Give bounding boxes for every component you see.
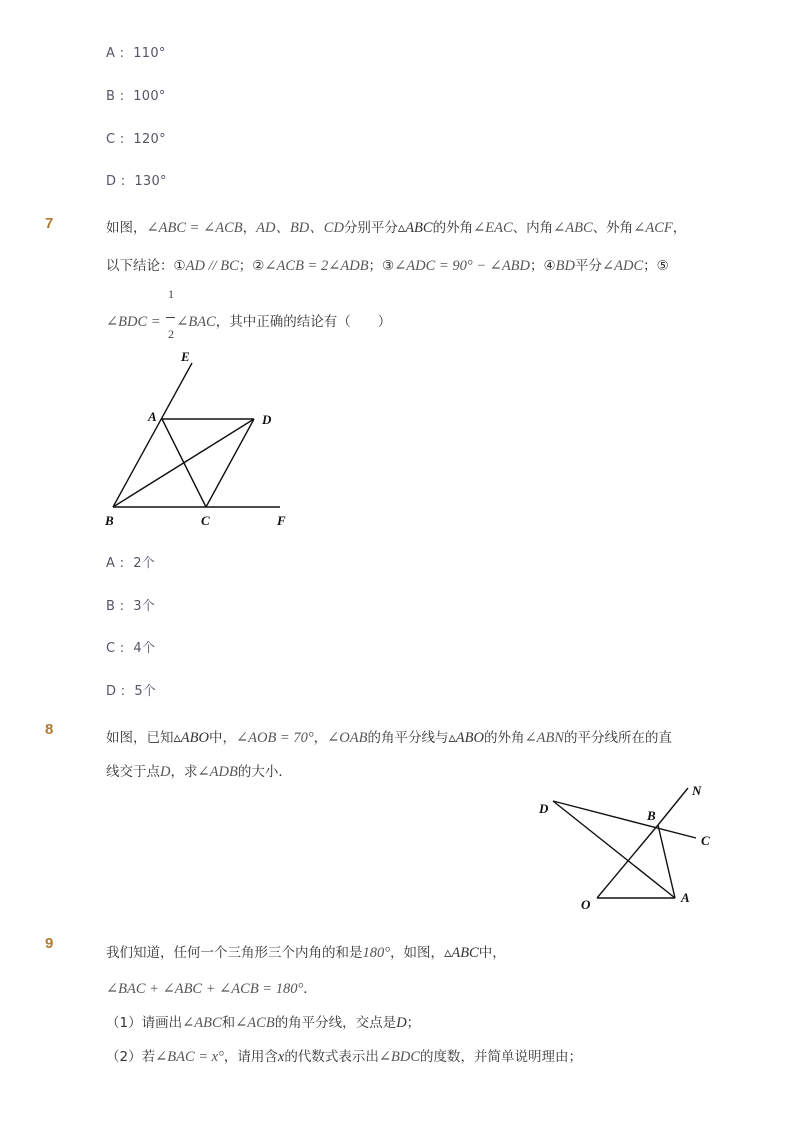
math: ∠BDC bbox=[378, 1049, 420, 1065]
label-a: A bbox=[148, 409, 157, 424]
option-letter: B : bbox=[106, 89, 125, 104]
text: ， bbox=[672, 220, 687, 236]
q7-figure bbox=[100, 345, 300, 535]
q7-line-3 bbox=[106, 310, 391, 331]
math: ∠ABC = ∠ACB bbox=[146, 220, 243, 236]
text: 的外角 bbox=[432, 220, 474, 236]
math: ▵ABO bbox=[173, 730, 209, 746]
option-text: 2个 bbox=[133, 556, 156, 571]
text: （2）若 bbox=[106, 1049, 156, 1065]
label-d: D bbox=[539, 801, 549, 816]
math: ∠ACB = 2∠ADB bbox=[264, 258, 369, 274]
text: ；② bbox=[238, 258, 265, 274]
option-letter: A : bbox=[106, 556, 125, 571]
text: 、外角 bbox=[592, 220, 634, 236]
option-text: 130° bbox=[134, 174, 167, 189]
q9-line-1 bbox=[106, 941, 506, 962]
line-da bbox=[553, 801, 675, 898]
option-letter: D : bbox=[106, 684, 126, 699]
text: ，其中正确的结论有（ ） bbox=[215, 314, 392, 330]
label-n: N bbox=[692, 783, 702, 798]
option-d[interactable] bbox=[106, 680, 156, 699]
math: ▵ABO bbox=[448, 730, 484, 746]
option-a[interactable] bbox=[106, 46, 166, 61]
option-text: 5个 bbox=[134, 684, 157, 699]
option-text: 100° bbox=[133, 89, 166, 104]
q9-line-4 bbox=[106, 1045, 582, 1066]
text: 的度数，并简单说明理由； bbox=[420, 1049, 582, 1065]
option-d[interactable] bbox=[106, 174, 167, 189]
option-text: 110° bbox=[133, 46, 166, 61]
text: （1）请画出 bbox=[106, 1015, 183, 1031]
math: ∠BDC = bbox=[106, 314, 165, 330]
text: 的角平分线，交点是 bbox=[274, 1015, 397, 1031]
text: ， bbox=[313, 730, 328, 746]
text: 的代数式表示出 bbox=[284, 1049, 379, 1065]
text: 、内角 bbox=[512, 220, 554, 236]
math: AD、BD、CD bbox=[256, 220, 344, 236]
label-d: D bbox=[262, 412, 272, 427]
option-b[interactable] bbox=[106, 595, 155, 614]
text: 分别平分 bbox=[343, 220, 398, 236]
text: 以下结论：① bbox=[106, 258, 186, 274]
math: ▵ABC bbox=[397, 220, 433, 236]
math: ∠ADC bbox=[601, 258, 644, 274]
option-a[interactable] bbox=[106, 552, 155, 571]
text: 如图，已知 bbox=[106, 730, 174, 746]
question-number-8: 8 bbox=[45, 721, 54, 738]
math: 180° bbox=[362, 945, 391, 961]
line-be bbox=[113, 363, 192, 507]
q7-line-1 bbox=[106, 216, 686, 237]
math: ∠BAC + ∠ABC + ∠ACB = 180° bbox=[106, 981, 304, 997]
option-b[interactable] bbox=[106, 89, 166, 104]
math: ∠EAC bbox=[473, 220, 513, 236]
label-f: F bbox=[277, 513, 286, 528]
text: 的外角 bbox=[483, 730, 525, 746]
option-letter: A : bbox=[106, 46, 125, 61]
line-dc bbox=[553, 801, 696, 838]
line-bd bbox=[113, 419, 254, 507]
option-letter: C : bbox=[106, 641, 125, 656]
text: ， bbox=[242, 220, 257, 236]
text: ． bbox=[303, 981, 317, 997]
label-b: B bbox=[105, 513, 114, 528]
math: ∠ABC bbox=[182, 1015, 222, 1031]
fraction-numerator: 1 bbox=[168, 287, 174, 301]
math: ∠AOB = 70° bbox=[235, 730, 314, 746]
text: 的大小． bbox=[237, 764, 292, 780]
text: ；③ bbox=[368, 258, 395, 274]
question-number-9: 9 bbox=[45, 935, 54, 952]
math: AD // BC bbox=[185, 258, 239, 274]
option-text: 4个 bbox=[133, 641, 156, 656]
text: ，请用含 bbox=[223, 1049, 278, 1065]
math: ∠ADB bbox=[197, 764, 238, 780]
question-number-7: 7 bbox=[45, 215, 54, 232]
math: ∠ACB bbox=[235, 1015, 275, 1031]
label-c: C bbox=[701, 833, 710, 848]
text: ；④ bbox=[530, 258, 556, 274]
label-e: E bbox=[181, 349, 190, 364]
label-b: B bbox=[647, 808, 656, 823]
text: 的角平分线与 bbox=[367, 730, 449, 746]
math: D bbox=[160, 764, 171, 780]
option-c[interactable] bbox=[106, 637, 155, 656]
q8-line-2 bbox=[106, 760, 292, 781]
math: ∠BAC = x° bbox=[155, 1049, 224, 1065]
math: ∠BAC bbox=[176, 314, 216, 330]
label-c: C bbox=[201, 513, 210, 528]
math: D bbox=[396, 1015, 407, 1031]
q7-line-2 bbox=[106, 254, 669, 275]
fraction-denominator: 2 bbox=[168, 327, 174, 341]
text: 如图， bbox=[106, 220, 147, 236]
label-a: A bbox=[681, 890, 690, 905]
math: ∠ABN bbox=[524, 730, 564, 746]
text: ，如图， bbox=[390, 945, 445, 961]
q8-figure bbox=[530, 780, 730, 915]
math: ▵ABC bbox=[444, 945, 479, 961]
option-letter: C : bbox=[106, 132, 125, 147]
math: x bbox=[277, 1049, 285, 1065]
text: ，求 bbox=[170, 764, 198, 780]
text: 中， bbox=[478, 945, 506, 961]
option-text: 120° bbox=[133, 132, 166, 147]
text: 和 bbox=[221, 1015, 236, 1031]
text: 中， bbox=[208, 730, 236, 746]
math: ∠ADC = 90° − ∠ABD bbox=[394, 258, 531, 274]
text: 的平分线所在的直 bbox=[564, 730, 672, 746]
math: ∠ACF bbox=[633, 220, 673, 236]
line-cd bbox=[206, 419, 254, 507]
option-letter: B : bbox=[106, 599, 125, 614]
math: BD bbox=[555, 258, 575, 274]
text: 平分 bbox=[574, 258, 602, 274]
q8-line-1 bbox=[106, 726, 672, 747]
q9-line-2 bbox=[106, 977, 317, 998]
option-letter: D : bbox=[106, 174, 126, 189]
text: 我们知道，任何一个三角形三个内角的和是 bbox=[106, 945, 363, 961]
option-text: 3个 bbox=[133, 599, 156, 614]
line-bn bbox=[658, 788, 688, 825]
text: ； bbox=[406, 1015, 421, 1031]
q9-line-3 bbox=[106, 1011, 420, 1032]
option-c[interactable] bbox=[106, 132, 166, 147]
math: ∠ABC bbox=[553, 220, 593, 236]
text: ；⑤ bbox=[643, 258, 669, 274]
text: 线交于点 bbox=[106, 764, 160, 780]
label-o: O bbox=[581, 897, 591, 912]
line-ob bbox=[597, 825, 658, 898]
math: ∠OAB bbox=[327, 730, 368, 746]
